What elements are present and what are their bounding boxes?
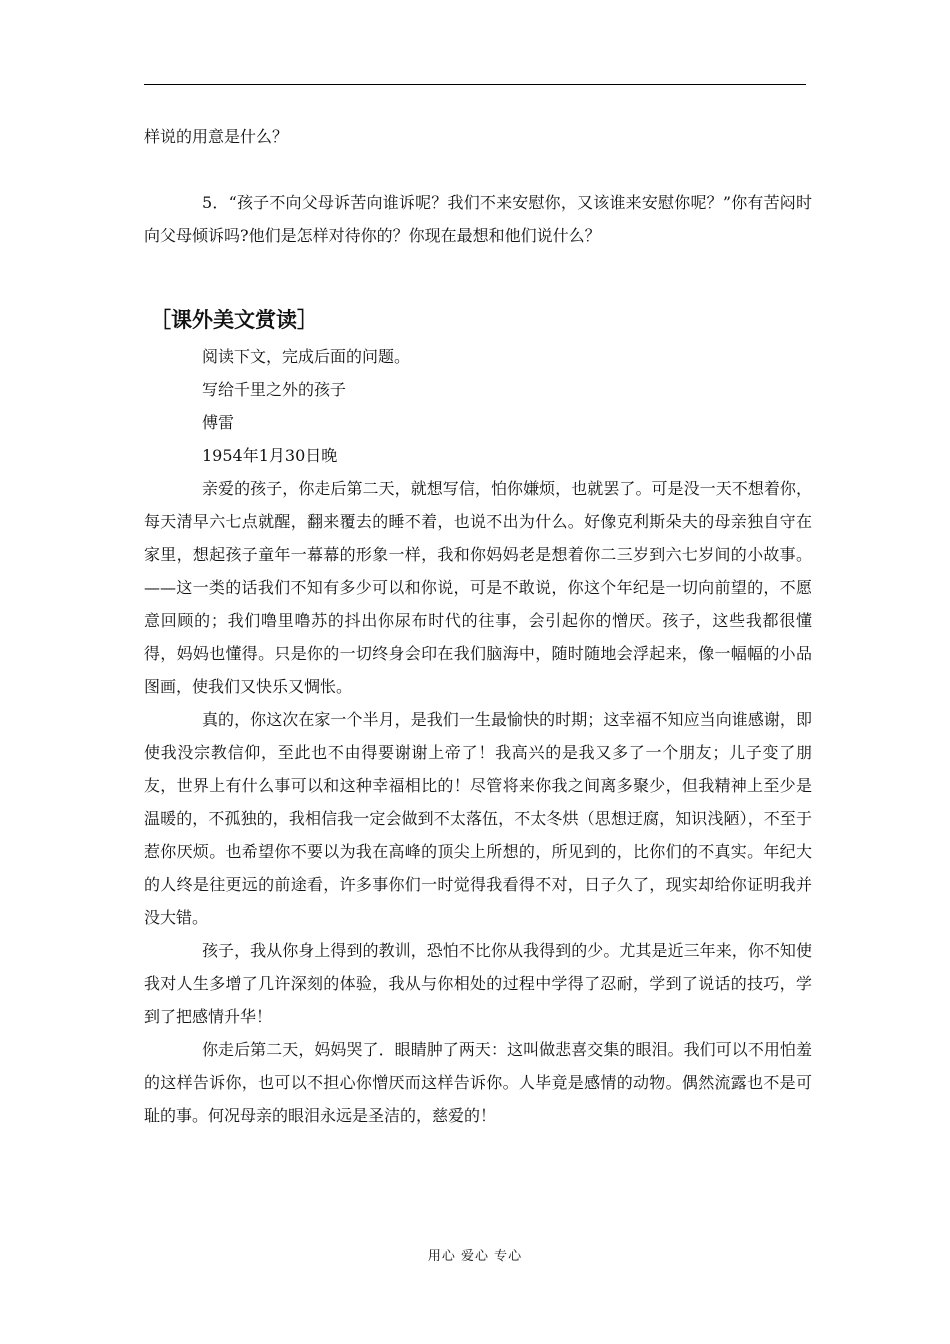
spacer bbox=[144, 252, 812, 302]
article-paragraph-1: 亲爱的孩子，你走后第二天，就想写信，怕你嫌烦，也就罢了。可是没一天不想着你，每天清早六七点就醒，翻来覆去的睡不着，也说不出为什么。好像克利斯朵夫的母亲独自守在家里，想起孩子童年一幕幕的形象一样，我和你妈妈老是想着你二三岁到六七岁间的小故事。——这一类的话我们不知有多少可以和你说，可是不敢说，你这个年纪是一切向前望的，不愿意回顾的；我们噜里噜苏的抖出你尿布时代的往事，会引起你的憎厌。孩子，这些我都很懂得，妈妈也懂得。只是你的一切终身会印在我们脑海中，随时随地会浮起来，像一幅幅的小品图画，使我们又快乐又惆怅。 bbox=[144, 479, 812, 696]
header-rule bbox=[144, 84, 806, 85]
previous-question-tail: 样说的用意是什么？ bbox=[144, 127, 289, 146]
article-author: 傅雷 bbox=[202, 413, 235, 432]
article-title: 写给千里之外的孩子 bbox=[202, 380, 347, 399]
article-paragraph-2: 真的，你这次在家一个半月，是我们一生最愉快的时期；这幸福不知应当向谁感谢，即使我没宗教信仰，至此也不由得要谢谢上帝了！我高兴的是我又多了一个朋友；儿子变了朋友，世界上有什么事可以和这种幸福相比的！尽管将来你我之间离多聚少，但我精神上至少是温暖的，不孤独的，我相信我一定会做到不太落伍，不太冬烘（思想迂腐，知识浅陋），不至于惹你厌烦。也希望你不要以为我在高峰的顶尖上所想的，所见到的，比你们的不真实。年纪大的人终是往更远的前途看，许多事你们一时觉得我看得不对，日子久了，现实却给你证明我并没大错。 bbox=[144, 710, 812, 927]
article-paragraph-3: 孩子，我从你身上得到的教训，恐怕不比你从我得到的少。尤其是近三年来，你不知使我对人生多增了几许深刻的体验，我从与你相处的过程中学得了忍耐，学到了说话的技巧，学到了把感情升华！ bbox=[144, 941, 812, 1026]
article-paragraph-4: 你走后第二天，妈妈哭了．眼睛肿了两天：这叫做悲喜交集的眼泪。我们可以不用怕羞的这样告诉你，也可以不担心你憎厌而这样告诉你。人毕竟是感情的动物。偶然流露也不是可耻的事。何况母亲的眼泪永远是圣洁的，慈爱的！ bbox=[144, 1040, 812, 1125]
page-body bbox=[144, 120, 812, 1132]
question-5: 5．“孩子不向父母诉苦向谁诉呢？我们不来安慰你，又该谁来安慰你呢？”你有苦闷时向父母倾诉吗?他们是怎样对待你的？你现在最想和他们说什么？ bbox=[144, 193, 812, 245]
page-footer: 用心 爱心 专心 bbox=[427, 1249, 523, 1264]
reading-instruction: 阅读下文，完成后面的问题。 bbox=[202, 347, 411, 366]
section-heading: ［课外美文赏读］ bbox=[150, 308, 318, 332]
spacer bbox=[144, 153, 812, 186]
letter-date: 1954年1月30日晚 bbox=[202, 446, 338, 465]
